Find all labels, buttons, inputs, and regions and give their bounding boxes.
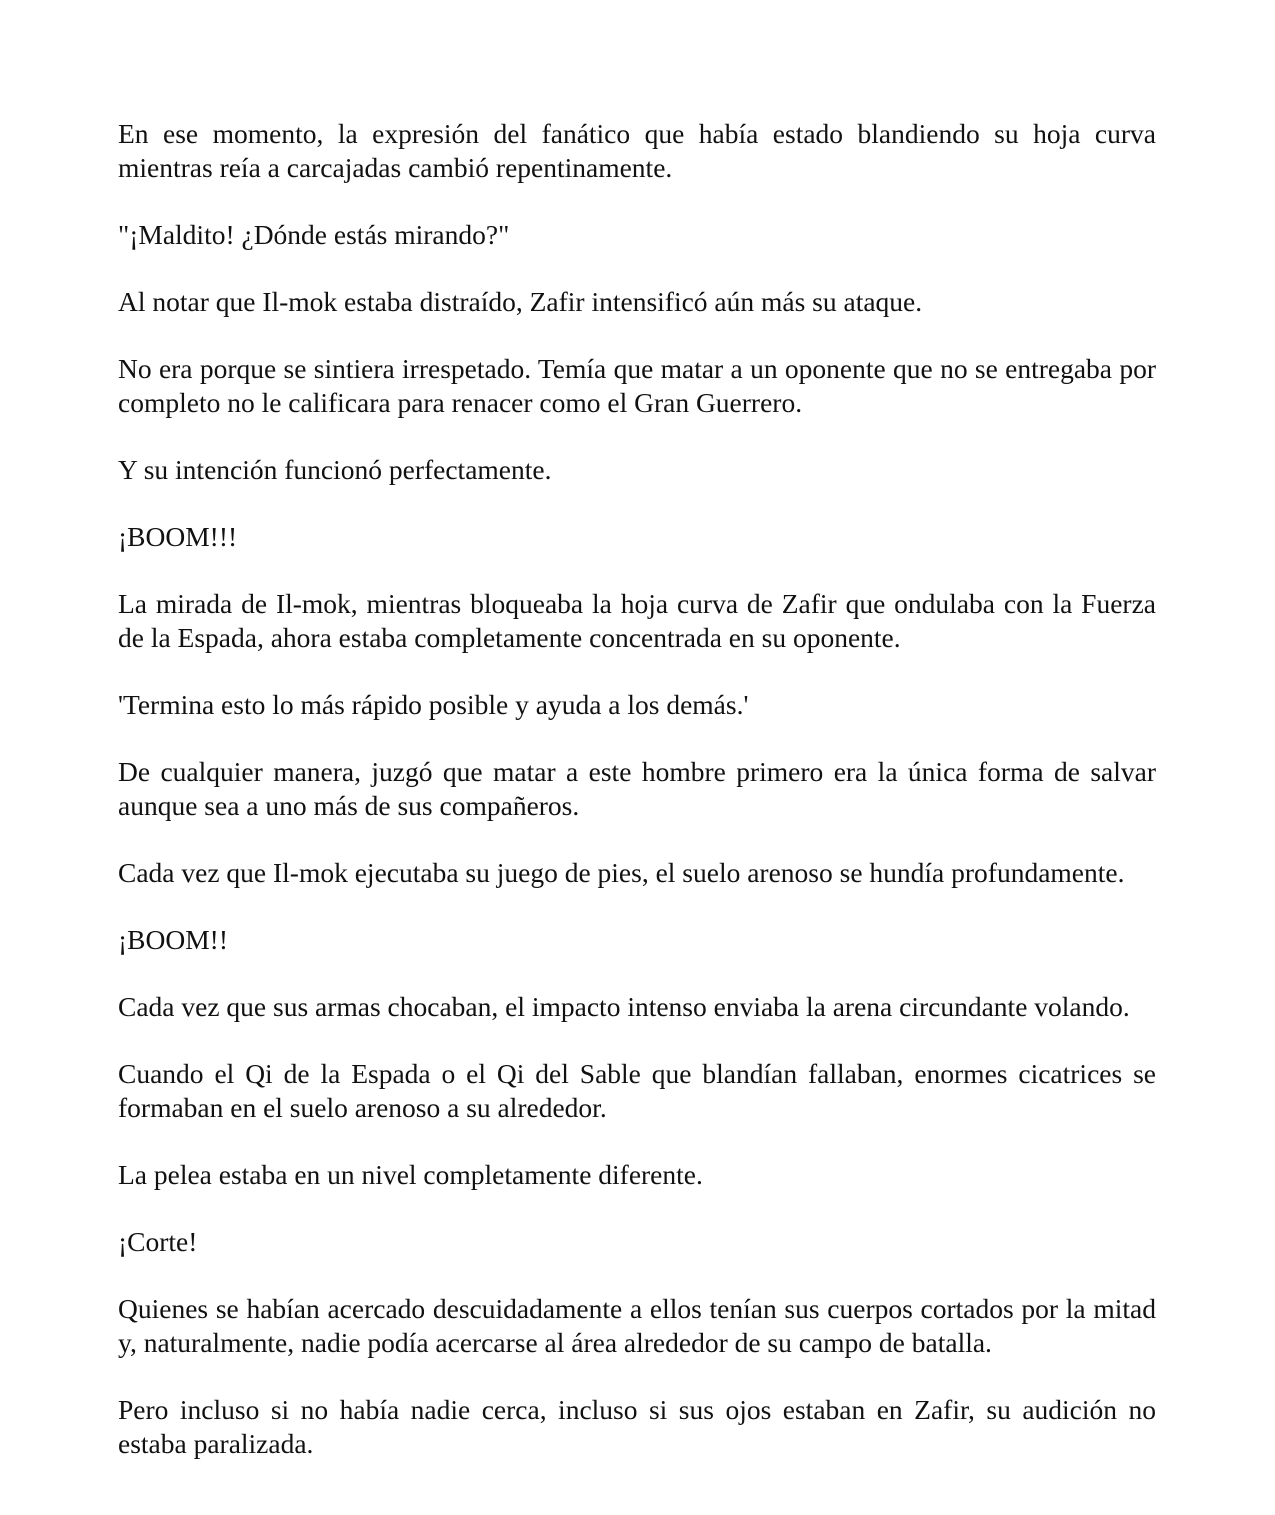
paragraph-3: Al notar que Il-mok estaba distraído, Zafir intensificó aún más su ataque. <box>118 286 923 317</box>
document-body <box>118 117 1156 1494</box>
paragraph-8: 'Termina esto lo más rápido posible y ayuda a los demás.' <box>118 689 749 720</box>
paragraph-17: Pero incluso si no había nadie cerca, incluso si sus ojos estaban en Zafir, su audición no estaba paralizada. <box>118 1394 1156 1459</box>
paragraph-2: "¡Maldito! ¿Dónde estás mirando?" <box>118 219 510 250</box>
paragraph-5: Y su intención funcionó perfectamente. <box>118 454 552 485</box>
paragraph-1: En ese momento, la expresión del fanático que había estado blandiendo su hoja curva mientras reía a carcajadas cambió repentinamente. <box>118 118 1156 183</box>
paragraph-9: De cualquier manera, juzgó que matar a este hombre primero era la única forma de salvar aunque sea a uno más de sus compañeros. <box>118 756 1156 821</box>
paragraph-15: ¡Corte! <box>118 1226 198 1257</box>
paragraph-13: Cuando el Qi de la Espada o el Qi del Sable que blandían fallaban, enormes cicatrices se formaban en el suelo arenoso a su alrededor. <box>118 1058 1156 1123</box>
paragraph-12: Cada vez que sus armas chocaban, el impacto intenso enviaba la arena circundante volando. <box>118 991 1130 1022</box>
paragraph-16: Quienes se habían acercado descuidadamente a ellos tenían sus cuerpos cortados por la mitad y, naturalmente, nadie podía acercarse al área alrededor de su campo de batalla. <box>118 1293 1156 1358</box>
paragraph-4: No era porque se sintiera irrespetado. Temía que matar a un oponente que no se entregaba por completo no le calificara para renacer como el Gran Guerrero. <box>118 353 1156 418</box>
paragraph-11: ¡BOOM!! <box>118 924 228 955</box>
paragraph-14: La pelea estaba en un nivel completamente diferente. <box>118 1159 703 1190</box>
paragraph-6: ¡BOOM!!! <box>118 521 238 552</box>
paragraph-10: Cada vez que Il-mok ejecutaba su juego de pies, el suelo arenoso se hundía profundamente. <box>118 857 1125 888</box>
paragraph-7: La mirada de Il-mok, mientras bloqueaba la hoja curva de Zafir que ondulaba con la Fuerza de la Espada, ahora estaba completamente concentrada en su oponente. <box>118 588 1156 653</box>
